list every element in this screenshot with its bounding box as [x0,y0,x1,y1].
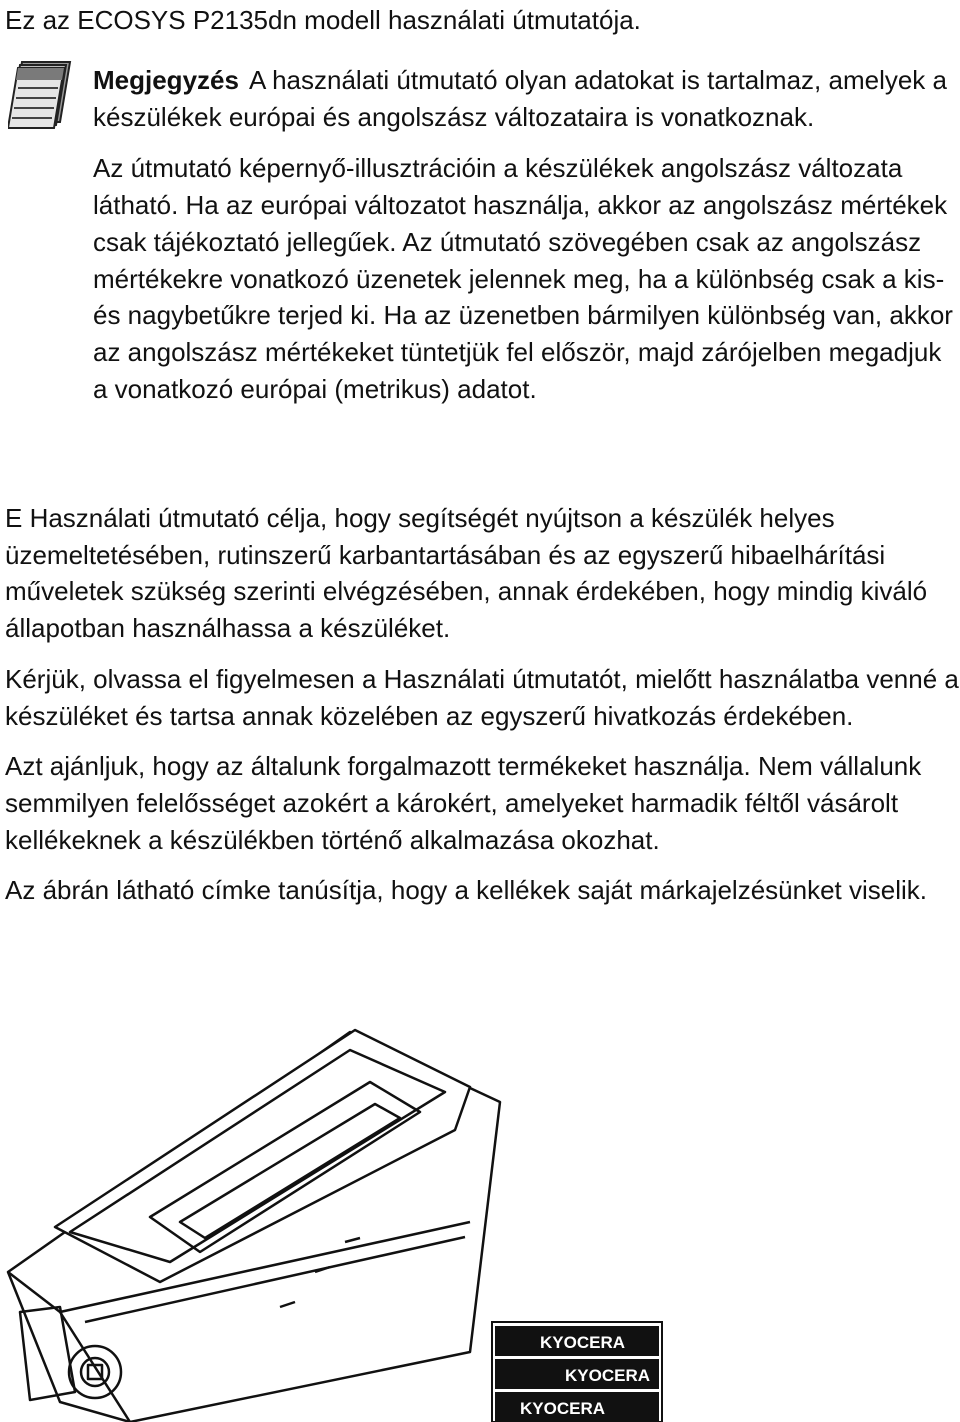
body-paragraph: Az ábrán látható címke tanúsítja, hogy a kellékek saját márkajelzésünket viselik. [5,875,928,906]
note-pad-icon [8,58,80,130]
svg-text:KYOCERA: KYOCERA [565,1366,651,1385]
note-label: Megjegyzés [93,65,239,95]
note-paragraph [93,62,958,135]
body-paragraph: Kérjük, olvassa el figyelmesen a Használati útmutatót, mielőtt használatba venné a készüléket és tartsa annak közelében az egyszerű hivatkozás érdekében. [5,663,959,731]
body-paragraph: E Használati útmutató célja, hogy segítségét nyújtson a készülék helyes üzemeltetésében, rutinszerű karbantartásában és az egyszerű hibaelhárítási műveletek szükség szerinti elvégzésében, annak érdekében, hogy mindig kiváló állapotban használhassa a készüléket. [5,503,928,644]
kyocera-label-sample [492,1322,662,1422]
svg-text:KYOCERA: KYOCERA [540,1333,626,1352]
toner-cartridge-illustration [0,1022,960,1422]
body-paragraph: Azt ajánljuk, hogy az általunk forgalmazott termékeket használja. Nem vállalunk semmilyen felelősséget azokért a károkért, amelyeket harmadik féltől vásárolt kellékeknek a készülékben történő alkalmazása okozhat. [5,751,922,855]
intro-text: Ez az ECOSYS P2135dn modell használati útmutatója. [5,5,641,35]
note-text: A használati útmutató olyan adatokat is tartalmaz, amelyek a készülékek európai és angolszász változataira is vonatkoznak. [93,65,947,132]
note-block [93,62,958,407]
note-paragraph: Az útmutató képernyő-illusztrációin a készülékek angolszász változata látható. Ha az európai változatot használja, akkor az angolszász mértékek csak tájékoztató jellegűek. Az útmutató szövegében csak az angolszász mértékekre vonatkozó üzenetek jelennek meg, ha a különbség csak a kis- és nagybetűkre terjed ki. Ha az üzenetben bármilyen különbség van, akkor az angolszász mértékeket tüntetjük fel először, majd zárójelben megadjuk a vonatkozó európai (metrikus) adatot. [93,153,953,404]
svg-text:KYOCERA: KYOCERA [520,1399,606,1418]
body-text [5,500,960,923]
